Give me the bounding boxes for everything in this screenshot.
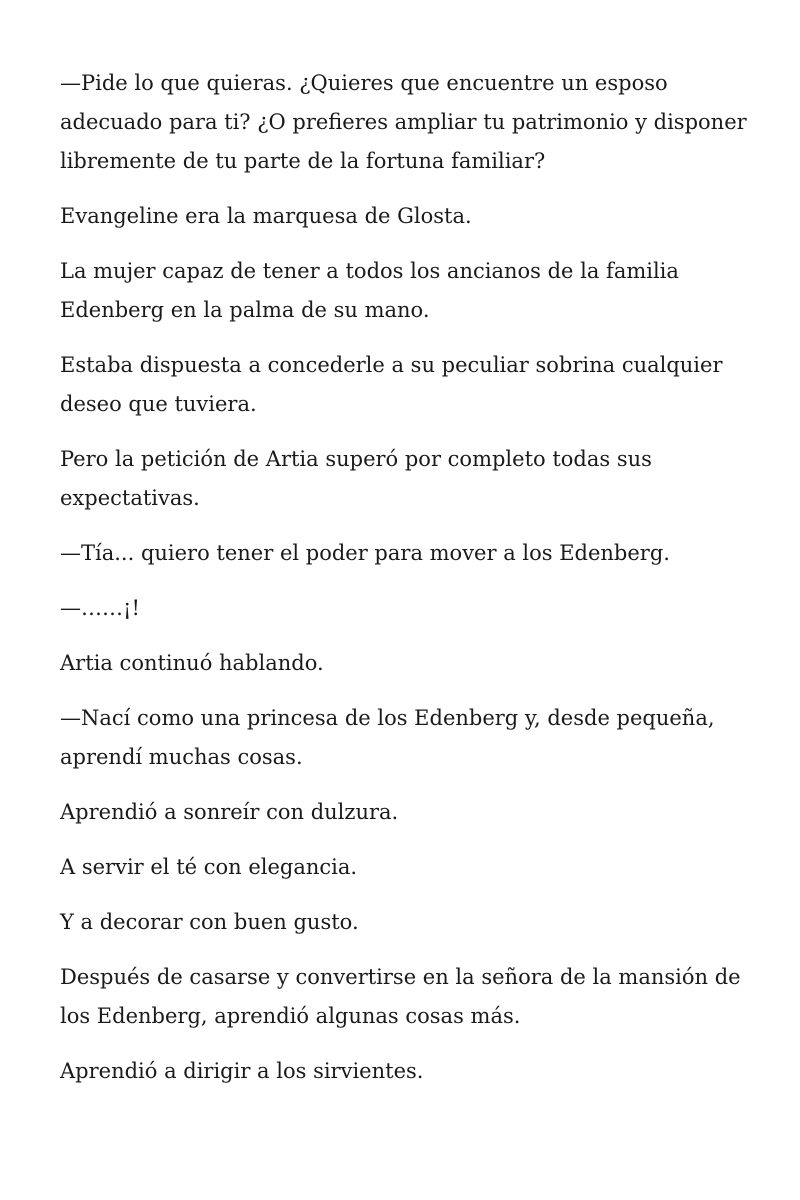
- paragraph: Aprendió a dirigir a los sirvientes.: [60, 1059, 424, 1083]
- paragraph: —Nací como una princesa de los Edenberg y, desde pequeña, aprendí muchas cosas.: [60, 706, 715, 769]
- paragraph: Evangeline era la marquesa de Glosta.: [60, 204, 472, 228]
- paragraph: —……¡!: [60, 596, 140, 620]
- document-body: [60, 64, 750, 1107]
- paragraph: —Tía... quiero tener el poder para mover a los Edenberg.: [60, 541, 670, 565]
- paragraph: Pero la petición de Artia superó por completo todas sus expectativas.: [60, 447, 652, 510]
- paragraph: —Pide lo que quieras. ¿Quieres que encuentre un esposo adecuado para ti? ¿O prefieres ampliar tu patrimonio y disponer libremente de tu parte de la fortuna familiar?: [60, 71, 747, 173]
- paragraph: Y a decorar con buen gusto.: [60, 910, 359, 934]
- paragraph: La mujer capaz de tener a todos los ancianos de la familia Edenberg en la palma de su mano.: [60, 259, 679, 322]
- paragraph: Después de casarse y convertirse en la señora de la mansión de los Edenberg, aprendió algunas cosas más.: [60, 965, 741, 1028]
- paragraph: A servir el té con elegancia.: [60, 855, 358, 879]
- paragraph: Estaba dispuesta a concederle a su peculiar sobrina cualquier deseo que tuviera.: [60, 353, 723, 416]
- paragraph: Artia continuó hablando.: [60, 651, 324, 675]
- paragraph: Aprendió a sonreír con dulzura.: [60, 800, 399, 824]
